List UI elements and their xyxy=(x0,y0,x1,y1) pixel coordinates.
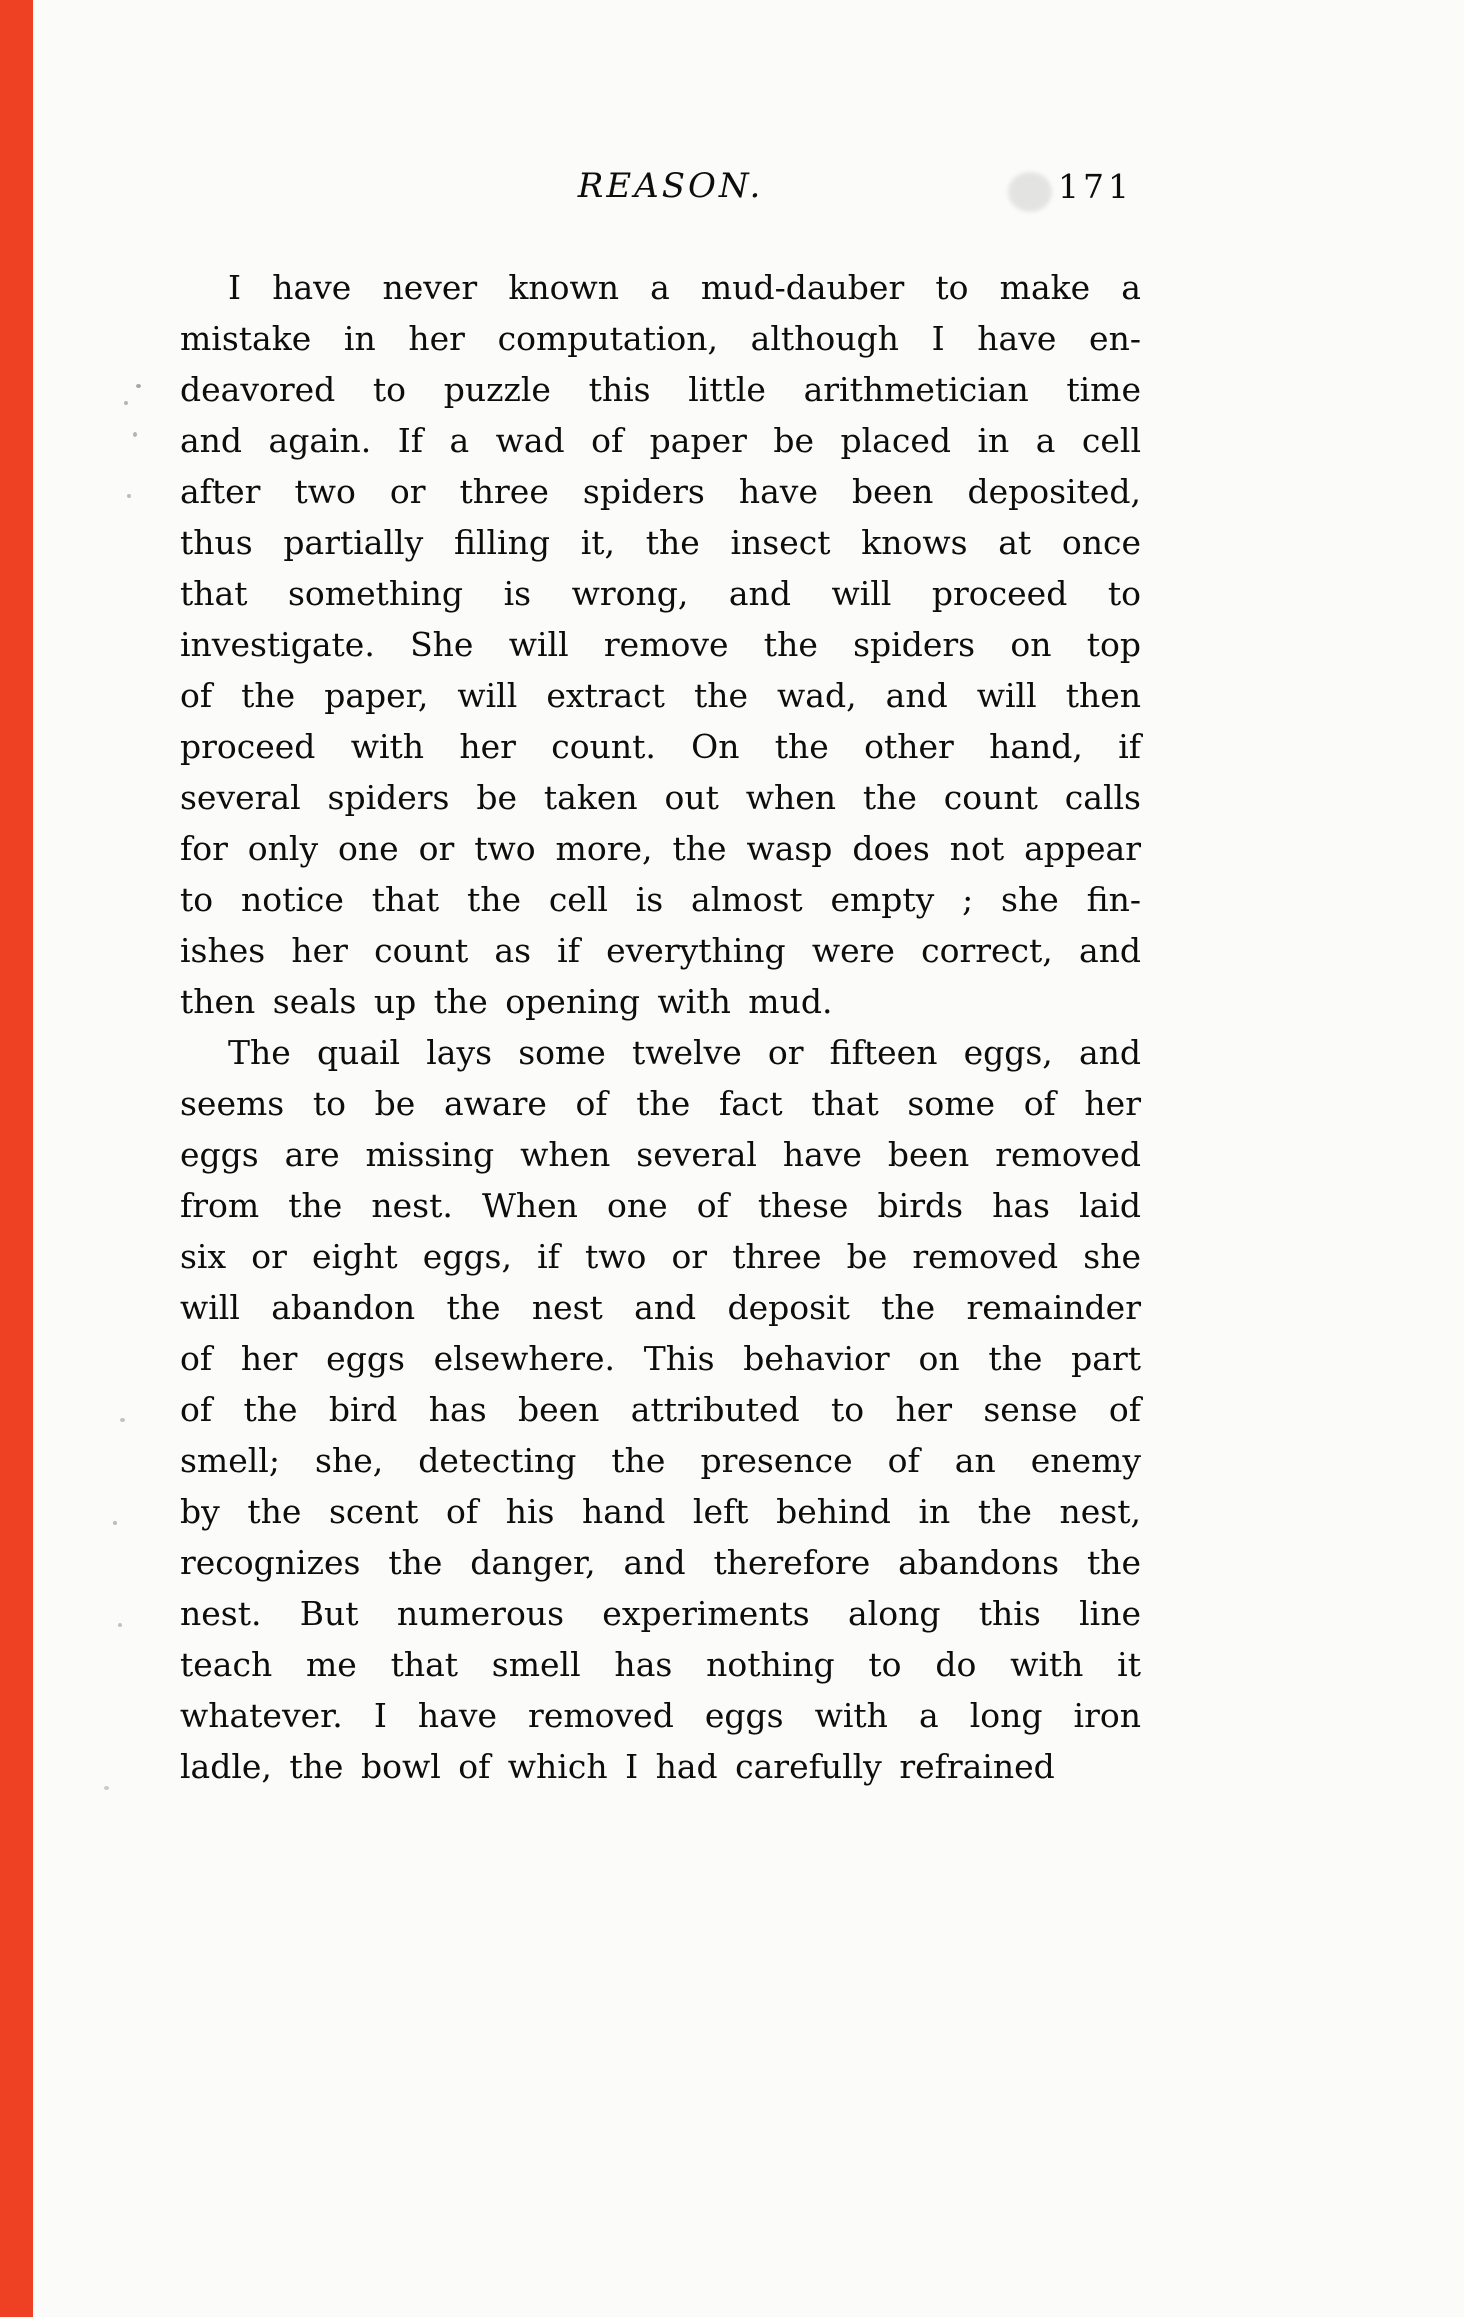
scan-speckle xyxy=(136,384,141,388)
text-line: seems to be aware of the fact that some of her xyxy=(180,1084,1141,1123)
text-line: from the nest. When one of these birds has laid xyxy=(180,1186,1141,1225)
text-line: nest. But numerous experiments along this line xyxy=(180,1594,1141,1633)
text-line: smell; she, detecting the presence of an enemy xyxy=(180,1441,1141,1480)
text-line: to notice that the cell is almost empty ; she fin- xyxy=(180,880,1141,919)
text-line: ishes her count as if everything were correct, and xyxy=(180,931,1141,970)
text-line: mistake in her computation, although I have en- xyxy=(180,319,1141,358)
text-line: proceed with her count. On the other hand, if xyxy=(180,727,1141,766)
text-line: teach me that smell has nothing to do with it xyxy=(180,1645,1141,1684)
text-line: The quail lays some twelve or fifteen eggs, and xyxy=(228,1033,1141,1072)
scan-speckle xyxy=(124,401,128,405)
text-line: investigate. She will remove the spiders on top xyxy=(180,625,1141,664)
text-line: of the bird has been attributed to her sense of xyxy=(180,1390,1141,1429)
text-line: eggs are missing when several have been removed xyxy=(180,1135,1141,1174)
text-line: whatever. I have removed eggs with a long iron xyxy=(180,1696,1141,1735)
text-line: recognizes the danger, and therefore abandons the xyxy=(180,1543,1141,1582)
text-line: for only one or two more, the wasp does not appear xyxy=(180,829,1141,868)
text-line: deavored to puzzle this little arithmetician time xyxy=(180,370,1141,409)
text-line: several spiders be taken out when the count calls xyxy=(180,778,1141,817)
scan-speckle xyxy=(113,1521,117,1525)
text-line: of her eggs elsewhere. This behavior on the part xyxy=(180,1339,1141,1378)
text-line: after two or three spiders have been deposited, xyxy=(180,472,1141,511)
text-line: then seals up the opening with mud. xyxy=(180,982,833,1021)
text-line: and again. If a wad of paper be placed in a cell xyxy=(180,421,1141,460)
text-line: that something is wrong, and will proceed to xyxy=(180,574,1141,613)
page-number: 171 xyxy=(1058,167,1133,206)
scan-speckle xyxy=(120,1418,125,1422)
book-edge-stripe xyxy=(0,0,33,2317)
text-line: by the scent of his hand left behind in the nest, xyxy=(180,1492,1141,1531)
paragraph xyxy=(180,262,1141,1027)
page-body xyxy=(180,262,1141,1792)
text-line: six or eight eggs, if two or three be removed she xyxy=(180,1237,1141,1276)
paragraph xyxy=(180,1027,1141,1792)
scan-speckle xyxy=(127,494,131,498)
running-head xyxy=(180,166,1141,212)
text-line: will abandon the nest and deposit the remainder xyxy=(180,1288,1141,1327)
scan-speckle xyxy=(118,1623,122,1627)
text-line: I have never known a mud-dauber to make a xyxy=(228,268,1141,307)
chapter-header: REASON. xyxy=(577,166,764,206)
text-line: ladle, the bowl of which I had carefully refrained xyxy=(180,1747,1055,1786)
scan-speckle xyxy=(104,1786,109,1790)
text-line: thus partially filling it, the insect knows at once xyxy=(180,523,1141,562)
text-line: of the paper, will extract the wad, and will then xyxy=(180,676,1141,715)
scan-speckle xyxy=(133,432,137,437)
